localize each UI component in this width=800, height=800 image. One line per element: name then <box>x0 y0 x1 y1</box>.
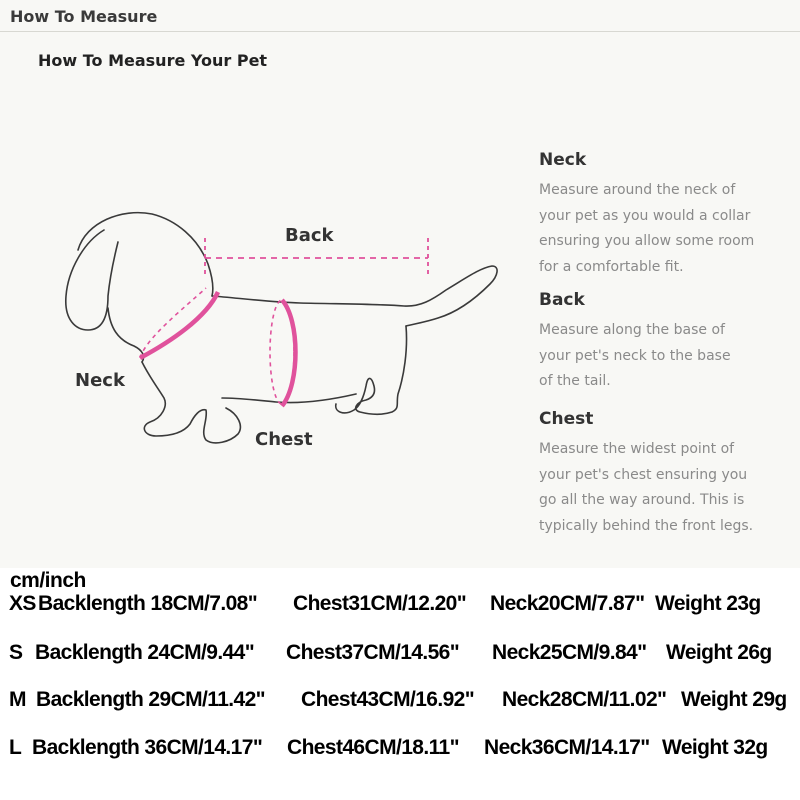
size-code: L <box>9 736 22 759</box>
size-unit-label: cm/inch <box>10 569 86 592</box>
backlength-value: Backlength 18CM/7.08" <box>38 592 258 615</box>
dog-front-legs-outline <box>142 362 240 443</box>
dog-ear-outline <box>66 230 118 330</box>
back-description: Measure along the base of your pet's neck to the base of the tail. <box>539 322 731 389</box>
backlength-value: Backlength 29CM/11.42" <box>36 688 266 711</box>
chest-girth-guide <box>282 300 296 406</box>
chest-value: Chest43CM/16.92" <box>301 688 475 711</box>
weight-value: Weight 26g <box>666 641 772 664</box>
size-code: S <box>9 641 23 664</box>
neck-instructions <box>539 150 794 280</box>
neck-value: Neck28CM/11.02" <box>502 688 667 711</box>
chest-value: Chest31CM/12.20" <box>293 592 467 615</box>
size-code: XS <box>9 592 36 615</box>
chest-value: Chest37CM/14.56" <box>286 641 460 664</box>
back-label: Back <box>285 225 334 246</box>
chest-value: Chest46CM/18.11" <box>287 736 459 759</box>
backlength-value: Backlength 24CM/9.44" <box>35 641 255 664</box>
size-row-xs <box>0 592 800 624</box>
dog-measurement-diagram <box>0 180 520 480</box>
weight-value: Weight 29g <box>681 688 787 711</box>
dog-muzzle-outline <box>108 308 144 362</box>
back-instructions <box>539 290 794 395</box>
chest-label: Chest <box>255 429 313 450</box>
back-heading: Back <box>539 290 585 310</box>
dog-rear-leg-outline <box>336 326 407 414</box>
weight-value: Weight 32g <box>662 736 768 759</box>
neck-value: Neck20CM/7.87" <box>490 592 645 615</box>
section-title: How To Measure Your Pet <box>38 51 268 70</box>
neck-value: Neck36CM/14.17" <box>484 736 650 759</box>
weight-value: Weight 23g <box>655 592 761 615</box>
size-row-s <box>0 641 800 673</box>
header-divider <box>0 31 800 32</box>
size-code: M <box>9 688 26 711</box>
dog-back-outline <box>212 266 497 326</box>
size-row-m <box>0 688 800 720</box>
neck-value: Neck25CM/9.84" <box>492 641 647 664</box>
size-row-l <box>0 736 800 768</box>
chest-instructions <box>539 409 794 539</box>
chest-heading: Chest <box>539 409 594 429</box>
neck-label: Neck <box>75 370 125 391</box>
chest-description: Measure the widest point of your pet's chest ensuring you go all the way around. This is typically behind the front legs. <box>539 441 754 534</box>
dog-head-outline <box>78 213 213 296</box>
page-title: How To Measure <box>10 7 158 26</box>
neck-collar-guide <box>140 292 218 358</box>
neck-description: Measure around the neck of your pet as you would a collar ensuring you allow some room for a comfortable fit. <box>539 182 755 275</box>
neck-heading: Neck <box>539 150 587 170</box>
backlength-value: Backlength 36CM/14.17" <box>32 736 263 759</box>
